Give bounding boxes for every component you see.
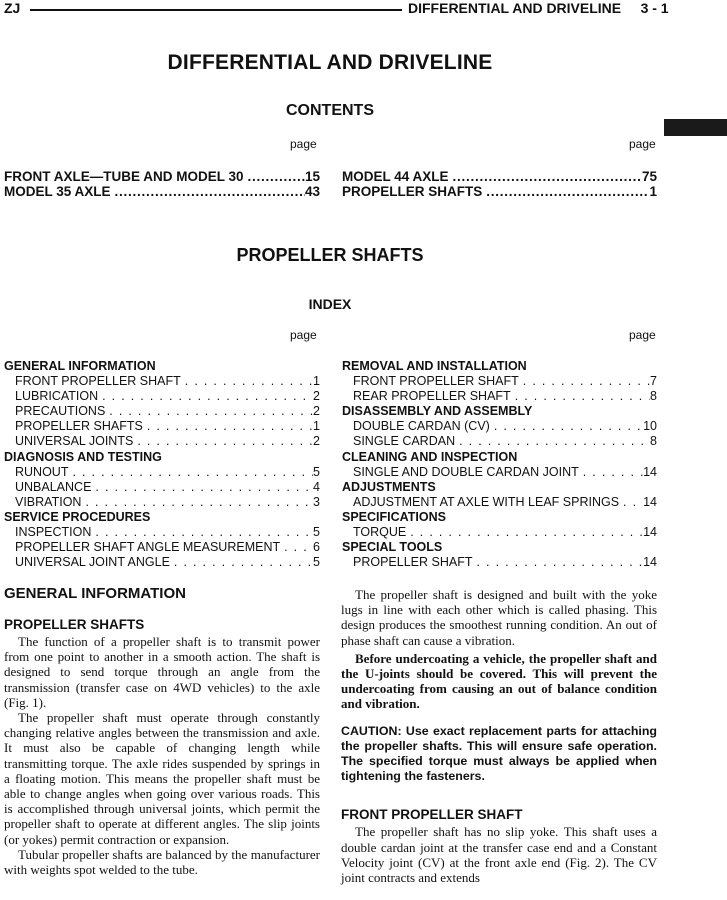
contents-entry[interactable] <box>4 184 320 199</box>
index-entry-page: 2 <box>313 404 320 419</box>
index-entry[interactable] <box>4 540 320 555</box>
contents-entry-page: 75 <box>641 169 657 184</box>
contents-entry[interactable] <box>342 184 657 199</box>
leader-dots <box>455 434 650 449</box>
index-entry-label: FRONT PROPELLER SHAFT <box>353 374 519 389</box>
page-title: DIFFERENTIAL AND DRIVELINE <box>167 51 493 74</box>
leader-dots <box>619 495 643 510</box>
leader-dots <box>91 480 313 495</box>
index-entry-label: DOUBLE CARDAN (CV) <box>353 419 490 434</box>
leader-dots <box>482 184 649 199</box>
leader-dots <box>91 525 313 540</box>
index-entry[interactable] <box>4 555 320 570</box>
index-entry-page: 1 <box>313 374 320 389</box>
index-category <box>4 510 320 525</box>
index-entry-label: UNIVERSAL JOINT ANGLE <box>15 555 170 570</box>
leader-dots <box>579 465 643 480</box>
index-entry-page: 8 <box>650 389 657 404</box>
leader-dots <box>181 374 313 389</box>
index-entry[interactable] <box>4 525 320 540</box>
paragraph: The propeller shaft is designed and built with the yoke lugs in line with each other which is called phasing. This design produces the smoothest running condition. An out of phase shaft can cause a vibration. <box>341 587 657 648</box>
index-entry-page: 14 <box>643 525 657 540</box>
contents-entry-label: MODEL 35 AXLE <box>4 184 111 199</box>
index-category-label: DIAGNOSIS AND TESTING <box>4 449 162 464</box>
index-category-label: ADJUSTMENTS <box>342 479 436 494</box>
index-category <box>4 359 320 374</box>
contents-entry-label: PROPELLER SHAFTS <box>342 184 483 199</box>
index-entry[interactable] <box>342 525 657 540</box>
index-right-column <box>342 359 657 570</box>
index-entry-page: 10 <box>643 419 657 434</box>
index-entry[interactable] <box>342 495 657 510</box>
leader-dots <box>449 169 642 184</box>
index-entry-page: 1 <box>313 419 320 434</box>
index-entry-label: PROPELLER SHAFT ANGLE MEASUREMENT <box>15 540 281 555</box>
index-entry-label: PRECAUTIONS <box>15 404 106 419</box>
header-right-title: DIFFERENTIAL AND DRIVELINE 3 - 1 <box>408 0 669 16</box>
header-rule <box>30 9 402 11</box>
paragraph: The function of a propeller shaft is to transmit power from one point to another in a smooth action. The shaft is designed to send torque through an angle from the transmission (transfer case on 4WD vehicles) to the axle (Fig. 1). <box>4 634 320 710</box>
leader-dots <box>490 419 643 434</box>
section-title: PROPELLER SHAFTS <box>236 245 424 265</box>
index-entry-label: LUBRICATION <box>15 389 99 404</box>
index-entry[interactable] <box>342 434 657 449</box>
index-page-label-left: page <box>290 328 317 342</box>
leader-dots <box>170 555 313 570</box>
index-category <box>342 450 657 465</box>
paragraph: The propeller shaft has no slip yoke. This shaft uses a double cardan joint at the transfer case end and a Constant Velocity joint (CV) at the front axle end (Fig. 2). The CV joint contracts and extends <box>341 824 657 886</box>
caution-note: CAUTION: Use exact replacement parts for attaching the propeller shafts. This will ensure safe operation. The specified torque must always be applied when tightening the fasteners. <box>341 723 657 784</box>
index-category-label: GENERAL INFORMATION <box>4 359 156 373</box>
index-entry-label: UNIVERSAL JOINTS <box>15 434 134 449</box>
leader-dots <box>111 184 305 199</box>
index-entry[interactable] <box>4 404 320 419</box>
leader-dots <box>98 389 313 404</box>
index-category-label: CLEANING AND INSPECTION <box>342 449 518 464</box>
index-category-label: DISASSEMBLY AND ASSEMBLY <box>342 404 533 419</box>
index-entry[interactable] <box>4 480 320 495</box>
propeller-shafts-heading: PROPELLER SHAFTS <box>4 617 145 632</box>
contents-heading: CONTENTS <box>286 102 374 119</box>
index-entry-label: RUNOUT <box>15 464 69 479</box>
index-entry[interactable] <box>4 434 320 449</box>
leader-dots <box>81 495 313 510</box>
index-category-label: REMOVAL AND INSTALLATION <box>342 359 527 373</box>
index-category-label: SPECIAL TOOLS <box>342 540 443 555</box>
index-category <box>342 404 657 419</box>
contents-entry[interactable] <box>4 169 320 184</box>
index-entry-page: 8 <box>650 434 657 449</box>
index-entry-label: REAR PROPELLER SHAFT <box>353 389 511 404</box>
index-entry-page: 7 <box>650 374 657 389</box>
index-entry-label: FRONT PROPELLER SHAFT <box>15 374 181 389</box>
index-entry-label: INSPECTION <box>15 525 92 540</box>
contents-entry-page: 1 <box>649 184 657 199</box>
index-entry[interactable] <box>342 374 657 389</box>
contents-entry-page: 43 <box>304 184 320 199</box>
index-entry-label: VIBRATION <box>15 494 82 509</box>
leader-dots <box>472 555 643 570</box>
leader-dots <box>68 465 313 480</box>
index-category <box>342 540 657 555</box>
index-entry-label: SINGLE AND DOUBLE CARDAN JOINT <box>353 464 579 479</box>
leader-dots <box>244 169 305 184</box>
leader-dots <box>406 525 643 540</box>
index-entry[interactable] <box>4 419 320 434</box>
index-entry[interactable] <box>342 555 657 570</box>
contents-entry-label: MODEL 44 AXLE <box>342 169 449 184</box>
index-category <box>4 450 320 465</box>
index-entry-label: SINGLE CARDAN <box>353 434 456 449</box>
index-entry-label: UNBALANCE <box>15 479 92 494</box>
contents-entry-page: 15 <box>304 169 320 184</box>
leader-dots <box>105 404 313 419</box>
index-entry[interactable] <box>4 389 320 404</box>
leader-dots <box>511 389 650 404</box>
leader-dots <box>519 374 650 389</box>
leader-dots <box>133 434 313 449</box>
index-entry-label: ADJUSTMENT AT AXLE WITH LEAF SPRINGS <box>353 494 620 509</box>
index-entry-page: 4 <box>313 479 320 494</box>
index-entry-page: 2 <box>313 389 320 404</box>
index-entry-page: 5 <box>313 555 320 570</box>
leader-dots <box>280 540 313 555</box>
contents-entry-label: FRONT AXLE—TUBE AND MODEL 30 <box>4 169 244 184</box>
index-entry-page: 14 <box>643 464 657 479</box>
index-entry[interactable] <box>4 465 320 480</box>
index-entry-label: PROPELLER SHAFT <box>353 555 473 570</box>
contents-page-label-right: page <box>629 137 656 151</box>
contents-left-column <box>4 169 320 199</box>
index-entry[interactable] <box>342 465 657 480</box>
contents-entry[interactable] <box>342 169 657 184</box>
paragraph: The propeller shaft must operate through constantly changing relative angles between the transmission and axle. It must also be capable of changing length while transmitting torque. The axle rides suspended by springs in a floating motion. This means the propeller shaft must be able to change angles when going over various roads. This is accomplished through universal joints, which permit the propeller shaft to operate at different angles. The slip joints (or yokes) permit contraction or expansion. <box>4 710 320 847</box>
index-heading: INDEX <box>308 296 352 312</box>
index-entry-label: PROPELLER SHAFTS <box>15 419 143 434</box>
index-entry-page: 5 <box>313 464 320 479</box>
index-category <box>342 480 657 495</box>
index-entry[interactable] <box>4 374 320 389</box>
index-entry[interactable] <box>342 389 657 404</box>
right-body-text <box>341 587 657 885</box>
undercoating-warning: Before undercoating a vehicle, the propeller shaft and the U-joints should be covered. This will prevent the undercoating from causing an out of balance condition and vibration. <box>341 650 657 712</box>
index-entry-label: TORQUE <box>353 525 407 540</box>
index-entry[interactable] <box>342 419 657 434</box>
paragraph: Tubular propeller shafts are balanced by the manufacturer with weights spot welded to the tube. <box>4 846 320 878</box>
index-entry[interactable] <box>4 495 320 510</box>
index-left-column <box>4 359 320 570</box>
general-information-heading: GENERAL INFORMATION <box>4 585 186 602</box>
contents-right-column <box>342 169 657 199</box>
index-entry-page: 14 <box>643 494 657 509</box>
header-left-code: ZJ <box>4 0 21 16</box>
contents-page-label-left: page <box>290 137 317 151</box>
index-entry-page: 5 <box>313 525 320 540</box>
index-page-label-right: page <box>629 328 656 342</box>
left-body-text <box>4 634 320 877</box>
index-category <box>342 510 657 525</box>
leader-dots <box>143 419 313 434</box>
index-entry-page: 2 <box>313 434 320 449</box>
front-propeller-shaft-heading: FRONT PROPELLER SHAFT <box>341 807 523 823</box>
index-category-label: SPECIFICATIONS <box>342 509 446 524</box>
section-thumb-tab <box>664 119 727 136</box>
index-category <box>342 359 657 374</box>
index-entry-page: 14 <box>643 555 657 570</box>
index-entry-page: 3 <box>313 494 320 509</box>
index-category-label: SERVICE PROCEDURES <box>4 509 151 524</box>
index-entry-page: 6 <box>313 540 320 555</box>
